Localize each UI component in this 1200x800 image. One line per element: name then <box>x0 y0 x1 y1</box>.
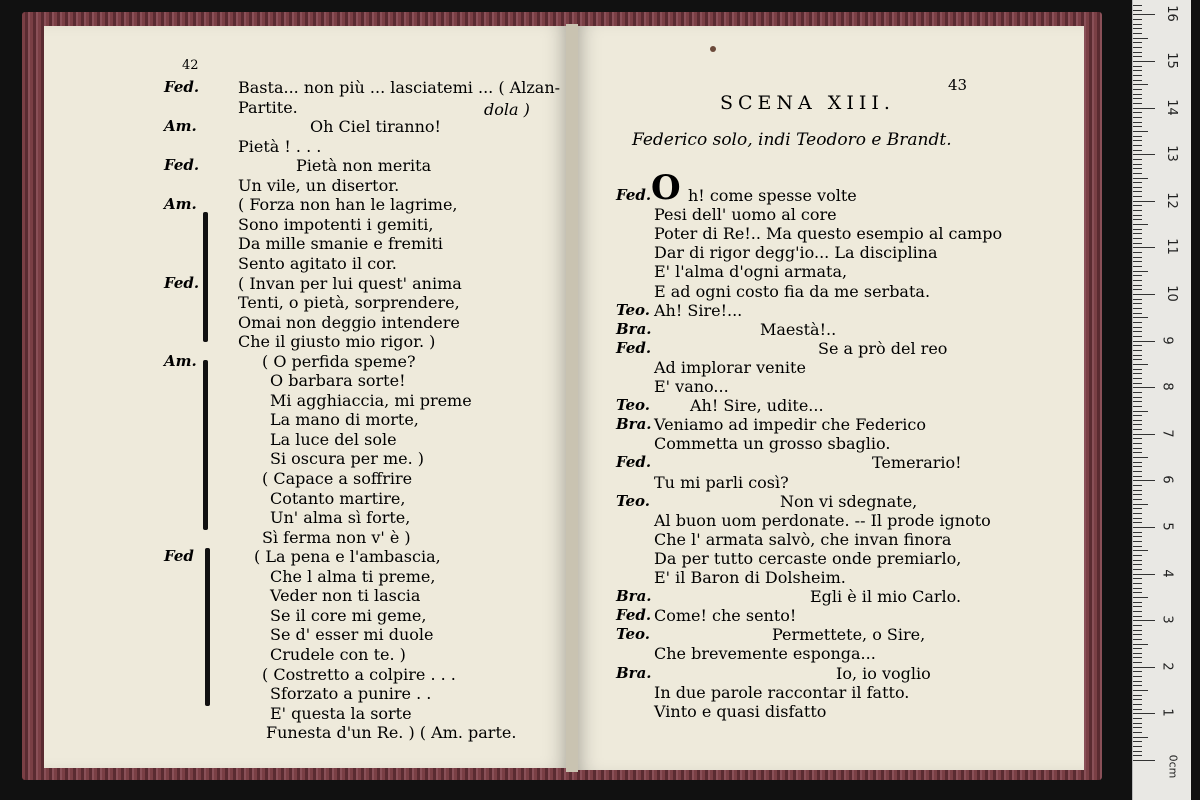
speaker-label: Am. <box>164 195 197 214</box>
book-gutter <box>566 24 578 772</box>
ruler-tick <box>1133 378 1142 379</box>
speaker-label: Fed. <box>164 78 200 96</box>
ruler-tick <box>1133 28 1142 29</box>
ruler-tick <box>1133 415 1142 416</box>
ruler-tick <box>1133 648 1142 649</box>
ruler-tick <box>1133 308 1142 309</box>
worm-hole <box>710 46 716 52</box>
verse-line: E' l'alma d'ogni armata, <box>654 262 848 282</box>
ruler-tick <box>1133 681 1142 682</box>
brace-fed-2 <box>205 548 210 706</box>
verse-line: Veniamo ad impedir che Federico <box>654 415 926 435</box>
ruler-tick <box>1133 140 1142 141</box>
ruler-tick <box>1133 5 1142 6</box>
ruler-unit-label: 0cm <box>1166 754 1180 779</box>
ruler-tick <box>1133 518 1142 519</box>
ruler-tick <box>1133 327 1142 328</box>
ruler-tick <box>1133 233 1142 234</box>
verse-line: E' questa la sorte <box>270 703 412 723</box>
verse-line: Maestà!.. <box>760 319 837 339</box>
ruler-tick <box>1133 471 1142 472</box>
ruler-tick <box>1133 480 1155 481</box>
ruler-tick <box>1133 760 1155 761</box>
verse-line: Ah! Sire, udite... <box>690 396 824 416</box>
ruler-tick <box>1133 662 1142 663</box>
verse-line: Pietà ! . . . <box>238 136 322 156</box>
verse-line: Che l' armata salvò, che invan finora <box>654 529 952 549</box>
verse-line: Se d' esser mi duole <box>270 625 434 645</box>
ruler-tick <box>1133 19 1142 20</box>
ruler-tick <box>1133 685 1142 686</box>
ruler-tick <box>1133 485 1142 486</box>
ruler-tick <box>1133 476 1142 477</box>
ruler-tick <box>1133 336 1142 337</box>
scene-subtitle: Federico solo, indi Teodoro e Brandt. <box>632 130 952 150</box>
ruler-tick <box>1133 704 1142 705</box>
ruler-tick <box>1133 159 1142 160</box>
verse-line: Non vi sdegnate, <box>780 491 918 511</box>
ruler-tick <box>1133 266 1142 267</box>
ruler-tick <box>1133 387 1155 388</box>
verse-line: Temerario! <box>872 453 962 473</box>
ruler-number: 11 <box>1163 238 1179 256</box>
ruler-tick <box>1133 424 1142 425</box>
scene-title: SCENA XIII. <box>720 92 895 114</box>
speaker-label: Bra. <box>616 415 652 434</box>
ruler-tick <box>1133 699 1142 700</box>
ruler-tick <box>1133 56 1142 57</box>
verse-line: ( Capace a soffrire <box>262 469 413 488</box>
ruler-tick <box>1133 117 1142 118</box>
speaker-label: Fed. <box>616 606 652 625</box>
ruler-tick <box>1133 145 1142 146</box>
ruler-tick <box>1133 154 1155 155</box>
ruler-tick <box>1133 219 1142 220</box>
ruler-tick <box>1133 392 1142 393</box>
brace-am-2 <box>203 360 208 530</box>
verse-line: Io, io voglio <box>836 663 931 683</box>
brace-am-fed <box>203 212 208 342</box>
ruler-tick <box>1133 755 1142 756</box>
verse-line: Sento agitato il cor. <box>238 253 397 273</box>
ruler-tick <box>1133 452 1142 453</box>
ruler-tick <box>1133 737 1148 738</box>
ruler-tick <box>1133 644 1148 645</box>
speaker-label: Fed. <box>164 273 200 292</box>
ruler-tick <box>1133 303 1142 304</box>
verse-line: Cotanto martire, <box>270 488 406 508</box>
verse-line: Dar di rigor degg'io... La disciplina <box>654 243 938 263</box>
ruler-tick <box>1133 420 1142 421</box>
ruler-tick <box>1133 224 1148 225</box>
ruler-tick <box>1133 345 1142 346</box>
ruler-tick <box>1133 289 1142 290</box>
ruler-tick <box>1133 136 1142 137</box>
verse-line: Omai non deggio intendere <box>238 312 460 332</box>
ruler-tick <box>1133 457 1148 458</box>
ruler-tick <box>1133 257 1142 258</box>
ruler-tick <box>1133 546 1142 547</box>
verse-line: Funesta d'un Re. ) ( Am. parte. <box>266 723 517 743</box>
ruler-tick <box>1133 499 1142 500</box>
ruler-tick <box>1133 80 1142 81</box>
verse-line: ( La pena e l'ambascia, <box>254 547 441 567</box>
ruler-tick <box>1133 564 1142 565</box>
ruler-tick <box>1133 611 1142 612</box>
ruler-tick <box>1133 625 1142 626</box>
ruler-tick <box>1133 671 1142 672</box>
ruler-number: 16 <box>1163 5 1179 23</box>
ruler-tick <box>1133 369 1142 370</box>
ruler-tick <box>1133 108 1155 109</box>
ruler-number: 12 <box>1163 192 1179 209</box>
ruler-tick <box>1133 350 1142 351</box>
verse-line: Pesi dell' uomo al core <box>654 205 837 225</box>
ruler-tick <box>1133 280 1142 281</box>
ruler-tick <box>1133 24 1142 25</box>
ruler-tick <box>1133 494 1142 495</box>
ruler-tick <box>1133 443 1142 444</box>
ruler-tick <box>1133 657 1142 658</box>
ruler-tick <box>1133 532 1142 533</box>
ruler-tick <box>1133 401 1142 402</box>
ruler-tick <box>1133 271 1148 272</box>
verse-line: E' vano... <box>654 377 729 396</box>
ruler-tick <box>1133 191 1142 192</box>
ruler-tick <box>1133 89 1142 90</box>
ruler-number: 4 <box>1159 568 1175 578</box>
ruler-number: 1 <box>1159 708 1175 718</box>
speaker-label: Teo. <box>616 491 650 510</box>
ruler-tick <box>1133 751 1142 752</box>
verse-line: Da mille smanie e fremiti <box>238 234 443 254</box>
verse-line: Sì ferma non v' è ) <box>262 527 411 547</box>
speaker-label: Teo. <box>616 625 650 644</box>
ruler-tick <box>1133 359 1142 360</box>
ruler-tick <box>1133 550 1148 551</box>
verse-line: Partite. <box>238 97 298 117</box>
verse-line: Egli è il mio Carlo. <box>810 587 962 607</box>
ruler-tick <box>1133 676 1142 677</box>
verse-line: Come! che sento! <box>654 606 797 626</box>
ruler-number: 6 <box>1159 475 1175 485</box>
ruler-tick <box>1133 527 1155 528</box>
verse-line: E ad ogni costo fia da me serbata. <box>654 281 931 301</box>
ruler-tick <box>1133 243 1142 244</box>
ruler-tick <box>1133 210 1142 211</box>
ruler-tick <box>1133 560 1142 561</box>
ruler-tick <box>1133 38 1148 39</box>
ruler-tick <box>1133 182 1142 183</box>
ruler-tick <box>1133 695 1142 696</box>
ruler-tick <box>1133 215 1142 216</box>
ruler-tick <box>1133 252 1142 253</box>
ruler-tick <box>1133 653 1142 654</box>
ruler-tick <box>1133 70 1142 71</box>
speaker-label: Bra. <box>616 587 652 606</box>
ruler-tick <box>1133 746 1142 747</box>
ruler-tick <box>1133 406 1142 407</box>
ruler-tick <box>1133 355 1142 356</box>
ruler-tick <box>1133 126 1142 127</box>
ruler-tick <box>1133 187 1142 188</box>
ruler-tick <box>1133 122 1142 123</box>
verse-line: La luce del sole <box>270 429 397 449</box>
verse-line: Ah! Sire!... <box>654 300 743 320</box>
ruler-tick <box>1133 634 1142 635</box>
ruler-tick <box>1133 247 1155 248</box>
ruler-tick <box>1133 150 1142 151</box>
ruler-tick <box>1133 84 1148 85</box>
ruler-tick <box>1133 690 1148 691</box>
ruler-tick <box>1133 578 1142 579</box>
ruler-tick <box>1133 411 1148 412</box>
verse-line: Oh Ciel tiranno! <box>310 117 441 137</box>
ruler-tick <box>1133 173 1142 174</box>
verse-line: Un' alma sì forte, <box>270 508 411 528</box>
ruler-tick <box>1133 667 1155 668</box>
verse-line: Pietà non merita <box>296 156 432 176</box>
ruler-tick <box>1133 112 1142 113</box>
verse-line: h! come spesse volte <box>688 186 857 205</box>
ruler-tick <box>1133 727 1142 728</box>
ruler-tick <box>1133 606 1142 607</box>
ruler-tick <box>1133 61 1155 62</box>
verse-line: Tu mi parli così? <box>654 472 789 492</box>
ruler-tick <box>1133 592 1142 593</box>
ruler-tick <box>1133 317 1148 318</box>
ruler-tick <box>1133 299 1142 300</box>
ruler-tick <box>1133 52 1142 53</box>
ruler-tick <box>1133 196 1142 197</box>
ruler-tick <box>1133 630 1142 631</box>
verse-line: Tenti, o pietà, sorprendere, <box>238 293 460 313</box>
ruler-number: 8 <box>1159 382 1175 391</box>
ruler-tick <box>1133 522 1142 523</box>
verse-line: Che l alma ti preme, <box>270 566 436 586</box>
speaker-label: Teo. <box>616 300 650 319</box>
ruler-number: 10 <box>1163 285 1179 302</box>
ruler-tick <box>1133 331 1142 332</box>
ruler-tick <box>1133 574 1155 575</box>
ruler-tick <box>1133 294 1155 295</box>
ruler-tick <box>1133 616 1142 617</box>
ruler-tick <box>1133 709 1142 710</box>
ruler-tick <box>1133 541 1142 542</box>
ruler-tick <box>1133 434 1155 435</box>
ruler-number: 15 <box>1163 52 1179 69</box>
verse-line: La mano di morte, <box>270 410 419 430</box>
ruler-tick <box>1133 47 1142 48</box>
ruler-number: 13 <box>1163 145 1179 162</box>
verse-line: ( Costretto a colpire . . . <box>262 664 456 684</box>
measuring-ruler <box>1132 0 1191 800</box>
ruler-tick <box>1133 98 1142 99</box>
ruler-tick <box>1133 373 1142 374</box>
ruler-tick <box>1133 462 1142 463</box>
ruler-tick <box>1133 438 1142 439</box>
ruler-tick <box>1133 490 1142 491</box>
verse-line: Permettete, o Sire, <box>772 625 926 645</box>
speaker-label: Fed. <box>164 156 200 175</box>
drop-cap: O <box>651 168 681 208</box>
ruler-tick <box>1133 639 1142 640</box>
ruler-number: 9 <box>1159 335 1175 345</box>
verse-line: Se a prò del reo <box>818 338 948 358</box>
verse-line: ( Invan per lui quest' anima <box>238 273 462 293</box>
verse-line: Se il core mi geme, <box>270 605 427 625</box>
stage-direction: dola ) <box>484 99 530 119</box>
speaker-label: Fed. <box>616 186 652 204</box>
verse-line: Da per tutto cercaste onde premiarlo, <box>654 548 962 568</box>
ruler-tick <box>1133 569 1142 570</box>
ruler-tick <box>1133 168 1142 169</box>
verse-line: In due parole raccontar il fatto. <box>654 682 910 702</box>
verse-line: O barbara sorte! <box>270 371 406 391</box>
ruler-number: 14 <box>1163 98 1179 116</box>
ruler-tick <box>1133 448 1142 449</box>
ruler-tick <box>1133 229 1142 230</box>
ruler-number: 3 <box>1159 615 1175 624</box>
ruler-tick <box>1133 466 1142 467</box>
speaker-label: Bra. <box>616 663 652 682</box>
ruler-tick <box>1133 536 1142 537</box>
ruler-tick <box>1133 285 1142 286</box>
ruler-number: 5 <box>1159 522 1175 531</box>
ruler-tick <box>1133 42 1142 43</box>
ruler-tick <box>1133 261 1142 262</box>
ruler-tick <box>1133 723 1142 724</box>
speaker-label: Am. <box>164 351 197 370</box>
verse-line: Si oscura per me. ) <box>270 449 425 469</box>
verse-line: E' il Baron di Dolsheim. <box>654 568 846 587</box>
ruler-tick <box>1133 341 1155 342</box>
ruler-tick <box>1133 275 1142 276</box>
ruler-tick <box>1133 33 1142 34</box>
ruler-tick <box>1133 383 1142 384</box>
ruler-tick <box>1133 322 1142 323</box>
verse-line: Sono impotenti i gemiti, <box>238 214 434 234</box>
verse-line: Mi agghiaccia, mi preme <box>270 390 472 410</box>
ruler-tick <box>1133 313 1142 314</box>
verse-line: Veder non ti lascia <box>270 586 421 606</box>
ruler-tick <box>1133 741 1142 742</box>
ruler-tick <box>1133 732 1142 733</box>
ruler-tick <box>1133 583 1142 584</box>
ruler-tick <box>1133 718 1142 719</box>
verse-line: Crudele con te. ) <box>270 644 406 664</box>
left-page-number: 42 <box>182 58 199 73</box>
ruler-tick <box>1133 504 1148 505</box>
ruler-tick <box>1133 75 1142 76</box>
right-page-number: 43 <box>948 76 968 94</box>
ruler-tick <box>1133 238 1142 239</box>
ruler-tick <box>1133 205 1142 206</box>
ruler-tick <box>1133 14 1155 15</box>
verse-line: ( O perfida speme? <box>262 351 416 371</box>
ruler-tick <box>1133 94 1142 95</box>
ruler-tick <box>1133 588 1142 589</box>
ruler-tick <box>1133 103 1142 104</box>
ruler-tick <box>1133 620 1155 621</box>
verse-line: Un vile, un disertor. <box>238 175 400 195</box>
verse-line: Che il giusto mio rigor. ) <box>238 332 436 352</box>
ruler-tick <box>1133 513 1142 514</box>
ruler-tick <box>1133 397 1142 398</box>
ruler-tick <box>1133 508 1142 509</box>
speaker-label: Fed. <box>616 453 652 472</box>
verse-line: ( Forza non han le lagrime, <box>238 195 458 215</box>
ruler-tick <box>1133 10 1142 11</box>
ruler-tick <box>1133 201 1155 202</box>
speaker-label: Fed <box>164 547 194 566</box>
ruler-tick <box>1133 178 1148 179</box>
ruler-tick <box>1133 364 1148 365</box>
ruler-tick <box>1133 597 1148 598</box>
speaker-label: Am. <box>164 117 197 136</box>
ruler-tick <box>1133 164 1142 165</box>
ruler-tick <box>1133 131 1148 132</box>
ruler-number: 7 <box>1159 429 1175 438</box>
verse-line: Commetta un grosso sbaglio. <box>654 434 891 454</box>
verse-line: Che brevemente esponga... <box>654 644 876 664</box>
speaker-label: Teo. <box>616 396 650 415</box>
verse-line: Vinto e quasi disfatto <box>654 701 827 721</box>
ruler-number: 2 <box>1159 662 1175 671</box>
ruler-tick <box>1133 555 1142 556</box>
verse-line: Poter di Re!.. Ma questo esempio al campo <box>654 224 1003 244</box>
verse-line: Ad implorar venite <box>654 357 806 377</box>
verse-line: Basta... non più ... lasciatemi ... ( Alzan- <box>238 78 561 97</box>
ruler-tick <box>1133 429 1142 430</box>
ruler-tick <box>1133 66 1142 67</box>
ruler-tick <box>1133 602 1142 603</box>
speaker-label: Bra. <box>616 319 652 338</box>
verse-line: Al buon uom perdonate. -- Il prode ignoto <box>654 510 991 530</box>
verse-line: Sforzato a punire . . <box>270 684 432 704</box>
ruler-tick <box>1133 713 1155 714</box>
speaker-label: Fed. <box>616 338 652 357</box>
